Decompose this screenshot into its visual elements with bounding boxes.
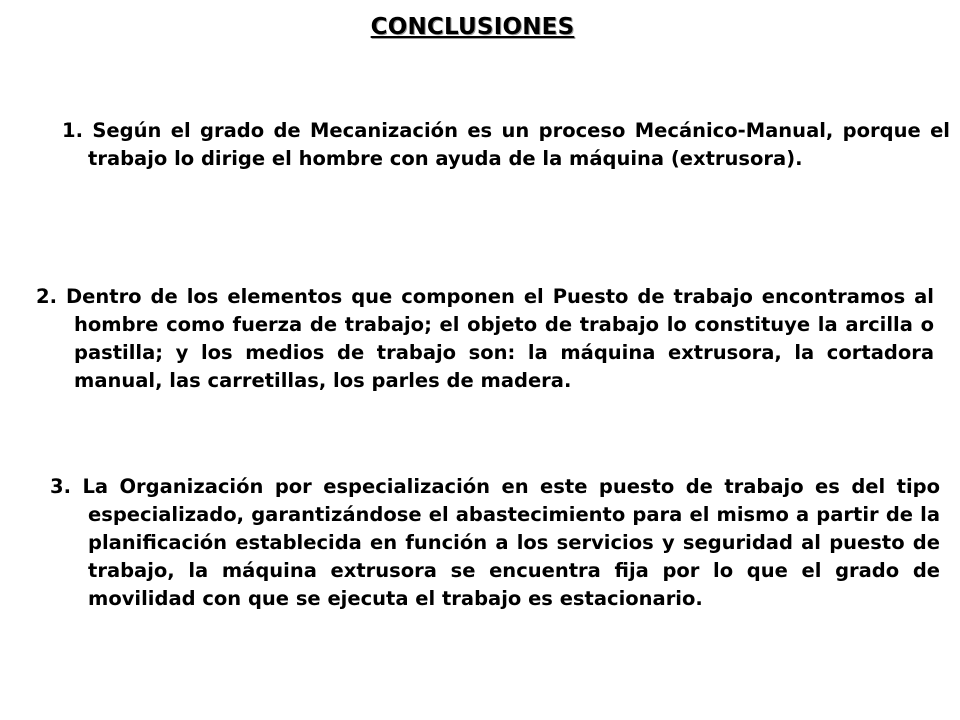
conclusion-number: 2.: [36, 285, 57, 308]
conclusion-text: La Organización por especialización en este puesto de trabajo es del tipo especializado, garantizándose el abastecimiento para el mismo a partir de la planificación establecida en función a los servicios y seguridad al puesto de trabajo, la máquina extrusora se encuentra fija por lo que el grado de movilidad con que se ejecuta el trabajo es estacionario.: [82, 475, 941, 610]
conclusion-item-2: [36, 283, 934, 395]
conclusion-number: 1.: [62, 119, 83, 142]
conclusion-text: Según el grado de Mecanización es un proceso Mecánico-Manual, porque el trabajo lo dirige el hombre con ayuda de la máquina (extrusora).: [88, 119, 950, 170]
conclusion-item-1: [62, 117, 950, 173]
conclusion-number: 3.: [50, 475, 71, 498]
page-title: CONCLUSIONES: [370, 14, 575, 40]
conclusion-text: Dentro de los elementos que componen el Puesto de trabajo encontramos al hombre como fuerza de trabajo; el objeto de trabajo lo constituye la arcilla o pastilla; y los medios de trabajo son: la máquina extrusora, la cortadora manual, las carretillas, los parles de madera.: [65, 285, 934, 392]
conclusion-item-3: [50, 473, 940, 613]
